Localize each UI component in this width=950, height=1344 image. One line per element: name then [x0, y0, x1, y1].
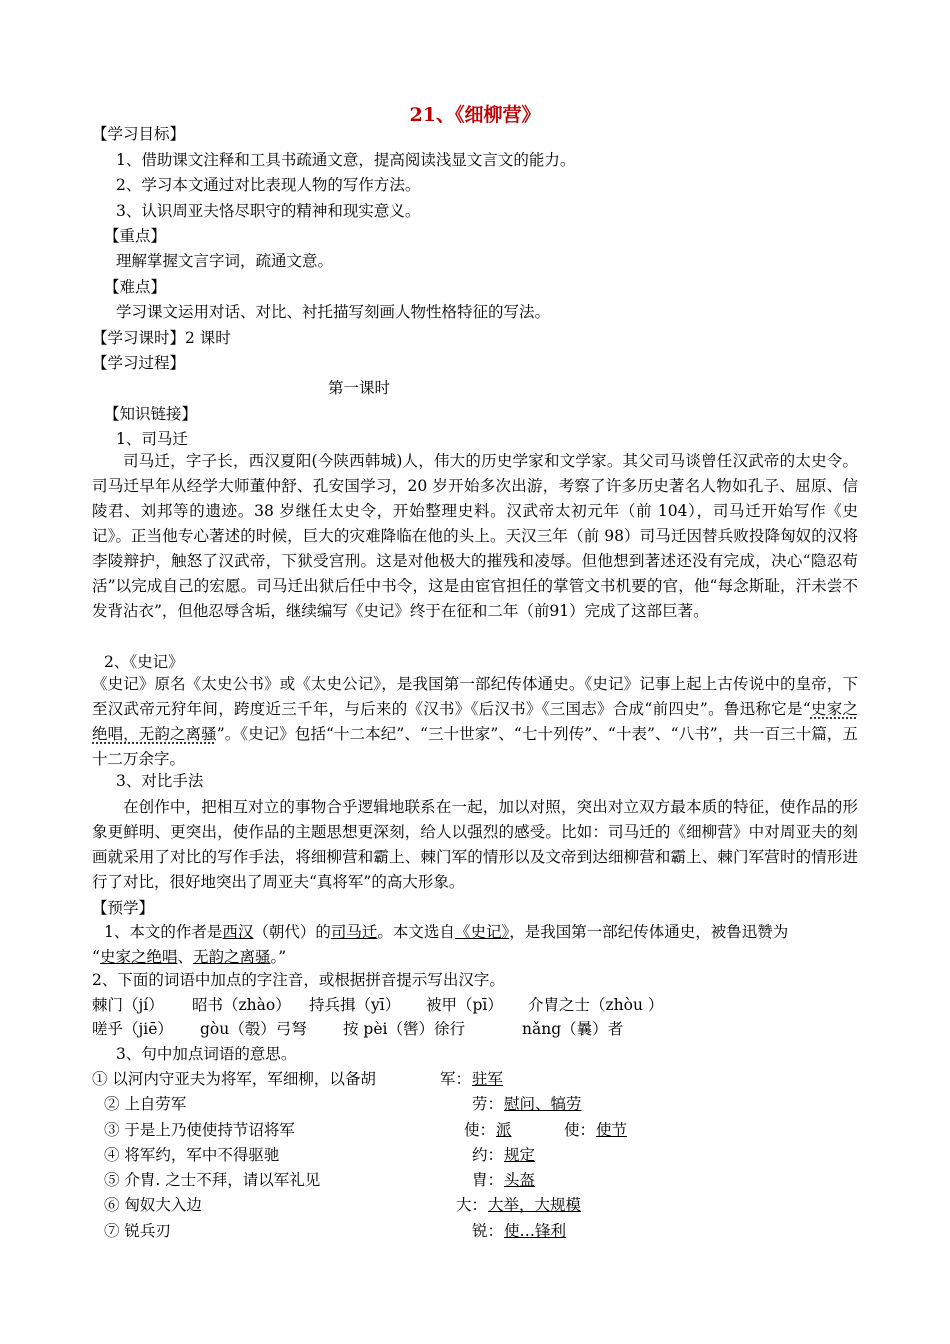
q1-book-answer: 《史记》 [454, 923, 510, 941]
q3-answer: 使…锋利 [504, 1222, 567, 1240]
contrast-paragraph [92, 795, 858, 895]
q3-word-label: 军： [440, 1070, 472, 1088]
q3-sentence-6: ⑥ 匈奴大入边 [104, 1196, 202, 1214]
preview-question-1 [92, 920, 858, 970]
q3-answer: 驻军 [472, 1070, 504, 1088]
q1-text-e: “ [92, 948, 100, 966]
q1-author-answer: 司马迁 [330, 923, 378, 941]
difficulty-text: 学习课文运用对话、对比、衬托描写刻画人物性格特征的写法。 [116, 303, 551, 321]
q3-answer: 慰问、犒劳 [504, 1095, 582, 1113]
pinyin-item: 棘门（jí） [92, 996, 164, 1014]
page-title: 21、《细柳营》 [409, 104, 541, 126]
q1-dynasty-answer: 西汉 [222, 923, 254, 941]
shiji-paragraph [92, 672, 858, 772]
q3-sentence-2: ② 上自劳军 [104, 1095, 187, 1113]
pinyin-item: 持兵揖（yī） [309, 996, 401, 1014]
q1-praise-1: 史家之绝唱 [99, 948, 178, 966]
shiji-text-a: 《史记》原名《太史公书》或《太史公记》，是我国第一部纪传体通史。《史记》记事上起上古传说中的皇帝，下至汉武帝元狩年间，跨度近三千年，与后来的《汉书》《后汉书》《三国志》合成“前四史”。鲁迅称它是“ [92, 675, 858, 718]
q1-praise-2: 无韵之离骚 [192, 948, 271, 966]
sima-qian-text: 司马迁，字子长，西汉夏阳(今陕西韩城)人，伟大的历史学家和文学家。其父司马谈曾任汉武帝的太史令。司马迁早年从经学大师董仲舒、孔安国学习，20 岁开始多次出游，考察了许多历史著名人物如孔子、屈原、信陵君、刘邦等的遗迹。38 岁继任太史令，开始整理史料。汉武帝太初元年（前 104），司马迁开始写作《史记》。正当他专心著述的时候，巨大的灾难降临在他的头上。天汉三年（前 98）司马迁因替兵败投降匈奴的汉将李陵辩护，触怒了汉武帝，下狱受宫刑。这是对他极大的摧残和凌辱。但他想到著述还没有完成，决心“隐忍苟活”以完成自己的宏愿。司马迁出狱后任中书令，这是由宦官担任的掌管文书机要的官，他“每念斯耻，汗未尝不发背沾衣”，但他忍辱含垢，继续编写《史记》终于在征和二年（前91）完成了这部巨著。 [92, 452, 858, 620]
contrast-text: 在创作中，把相互对立的事物合乎逻辑地联系在一起，加以对照，突出对立双方最本质的特征，使作品的形象更鲜明、更突出，使作品的主题思想更深刻，给人以强烈的感受。比如：司马迁的《细柳营》中对周亚夫的刻画就采用了对比的写作手法，将细柳营和霸上、棘门军的情形以及文帝到达细柳营和霸上、棘门军营时的情形进行了对比，很好地突出了周亚夫“真将军”的高大形象。 [92, 798, 858, 891]
preview-question-2: 2、下面的词语中加点的字注音，或根据拼音提示写出汉字。 [92, 971, 505, 989]
goals-heading: 【学习目标】 [92, 125, 186, 143]
q3-answer: 规定 [504, 1146, 536, 1164]
q3-word-label: 锐： [472, 1222, 504, 1240]
q3-word-label: 使： [464, 1121, 496, 1139]
q3-answer: 派 [496, 1121, 512, 1139]
q3-word-label: 胄： [472, 1171, 504, 1189]
key-point-heading: 【重点】 [104, 227, 167, 245]
q3-answer: 使节 [596, 1121, 628, 1139]
section-contrast-title: 3、对比手法 [116, 772, 204, 790]
q3-word-label: 劳： [472, 1095, 504, 1113]
preview-question-3: 3、句中加点词语的意思。 [116, 1045, 297, 1063]
q3-sentence-3: ③ 于是上乃使使持节诏将军 [104, 1121, 295, 1139]
q1-text-f: 。” [270, 948, 287, 966]
pinyin-item: 嗟乎（jiē） [92, 1020, 173, 1038]
pinyin-item: gòu（彀）弓弩 [200, 1020, 307, 1038]
key-point-text: 理解掌握文言字词，疏通文意。 [116, 252, 334, 270]
q3-answer: 头盔 [504, 1171, 536, 1189]
q3-answer: 大举，大规模 [488, 1196, 582, 1214]
q3-word-label: 约： [472, 1146, 504, 1164]
class-hours: 【学习课时】2 课时 [92, 329, 231, 347]
knowledge-heading: 【知识链接】 [104, 405, 198, 423]
pinyin-item: nǎng（曩）者 [522, 1020, 624, 1038]
goal-item-1: 1、借助课文注释和工具书疏通文意，提高阅读浅显文言文的能力。 [116, 151, 576, 169]
q1-text-b: （朝代）的 [253, 923, 331, 941]
pinyin-item: 昭书（zhào） [192, 996, 291, 1014]
shiji-quote: 史家之绝唱，无韵之离骚 [92, 700, 858, 743]
sima-qian-paragraph [92, 449, 858, 624]
goal-item-3: 3、认识周亚夫恪尽职守的精神和现实意义。 [116, 202, 421, 220]
pinyin-item: 按 pèi（辔）徐行 [343, 1020, 465, 1038]
process-heading: 【学习过程】 [92, 354, 186, 372]
q1-separator: 、 [177, 948, 193, 966]
pinyin-item: 介胄之士（zhòu ） [528, 996, 664, 1014]
goal-item-2: 2、学习本文通过对比表现人物的写作方法。 [116, 176, 421, 194]
difficulty-heading: 【难点】 [104, 278, 167, 296]
q3-sentence-7: ⑦ 锐兵刃 [104, 1222, 171, 1240]
shiji-text-b: ”。《史记》包括“十二本纪”、“三十世家”、“七十列传”、“十表”、“八书”，共一百三十篇，五十二万余字。 [92, 725, 858, 768]
q1-text-d: ，是我国第一部纪传体通史，被鲁迅赞为 [509, 923, 789, 941]
preview-heading: 【预学】 [92, 899, 155, 917]
lesson-label: 第一课时 [328, 379, 391, 397]
q3-word-label: 使： [564, 1121, 596, 1139]
q3-sentence-4: ④ 将军约，军中不得驱驰 [104, 1146, 280, 1164]
q3-sentence-1: ① 以河内守亚夫为将军，军细柳，以备胡 [92, 1070, 376, 1088]
q3-word-label: 大： [456, 1196, 488, 1214]
section-shiji-title: 2、《史记》 [104, 653, 184, 671]
pinyin-item: 被甲（pī） [426, 996, 503, 1014]
q3-sentence-5: ⑤ 介胄. 之士不拜，请以军礼见 [104, 1171, 321, 1189]
section-sima-qian-title: 1、司马迁 [116, 430, 188, 448]
q1-text-c: 。本文选自 [377, 923, 455, 941]
q1-text-a: 1、本文的作者是 [104, 923, 223, 941]
